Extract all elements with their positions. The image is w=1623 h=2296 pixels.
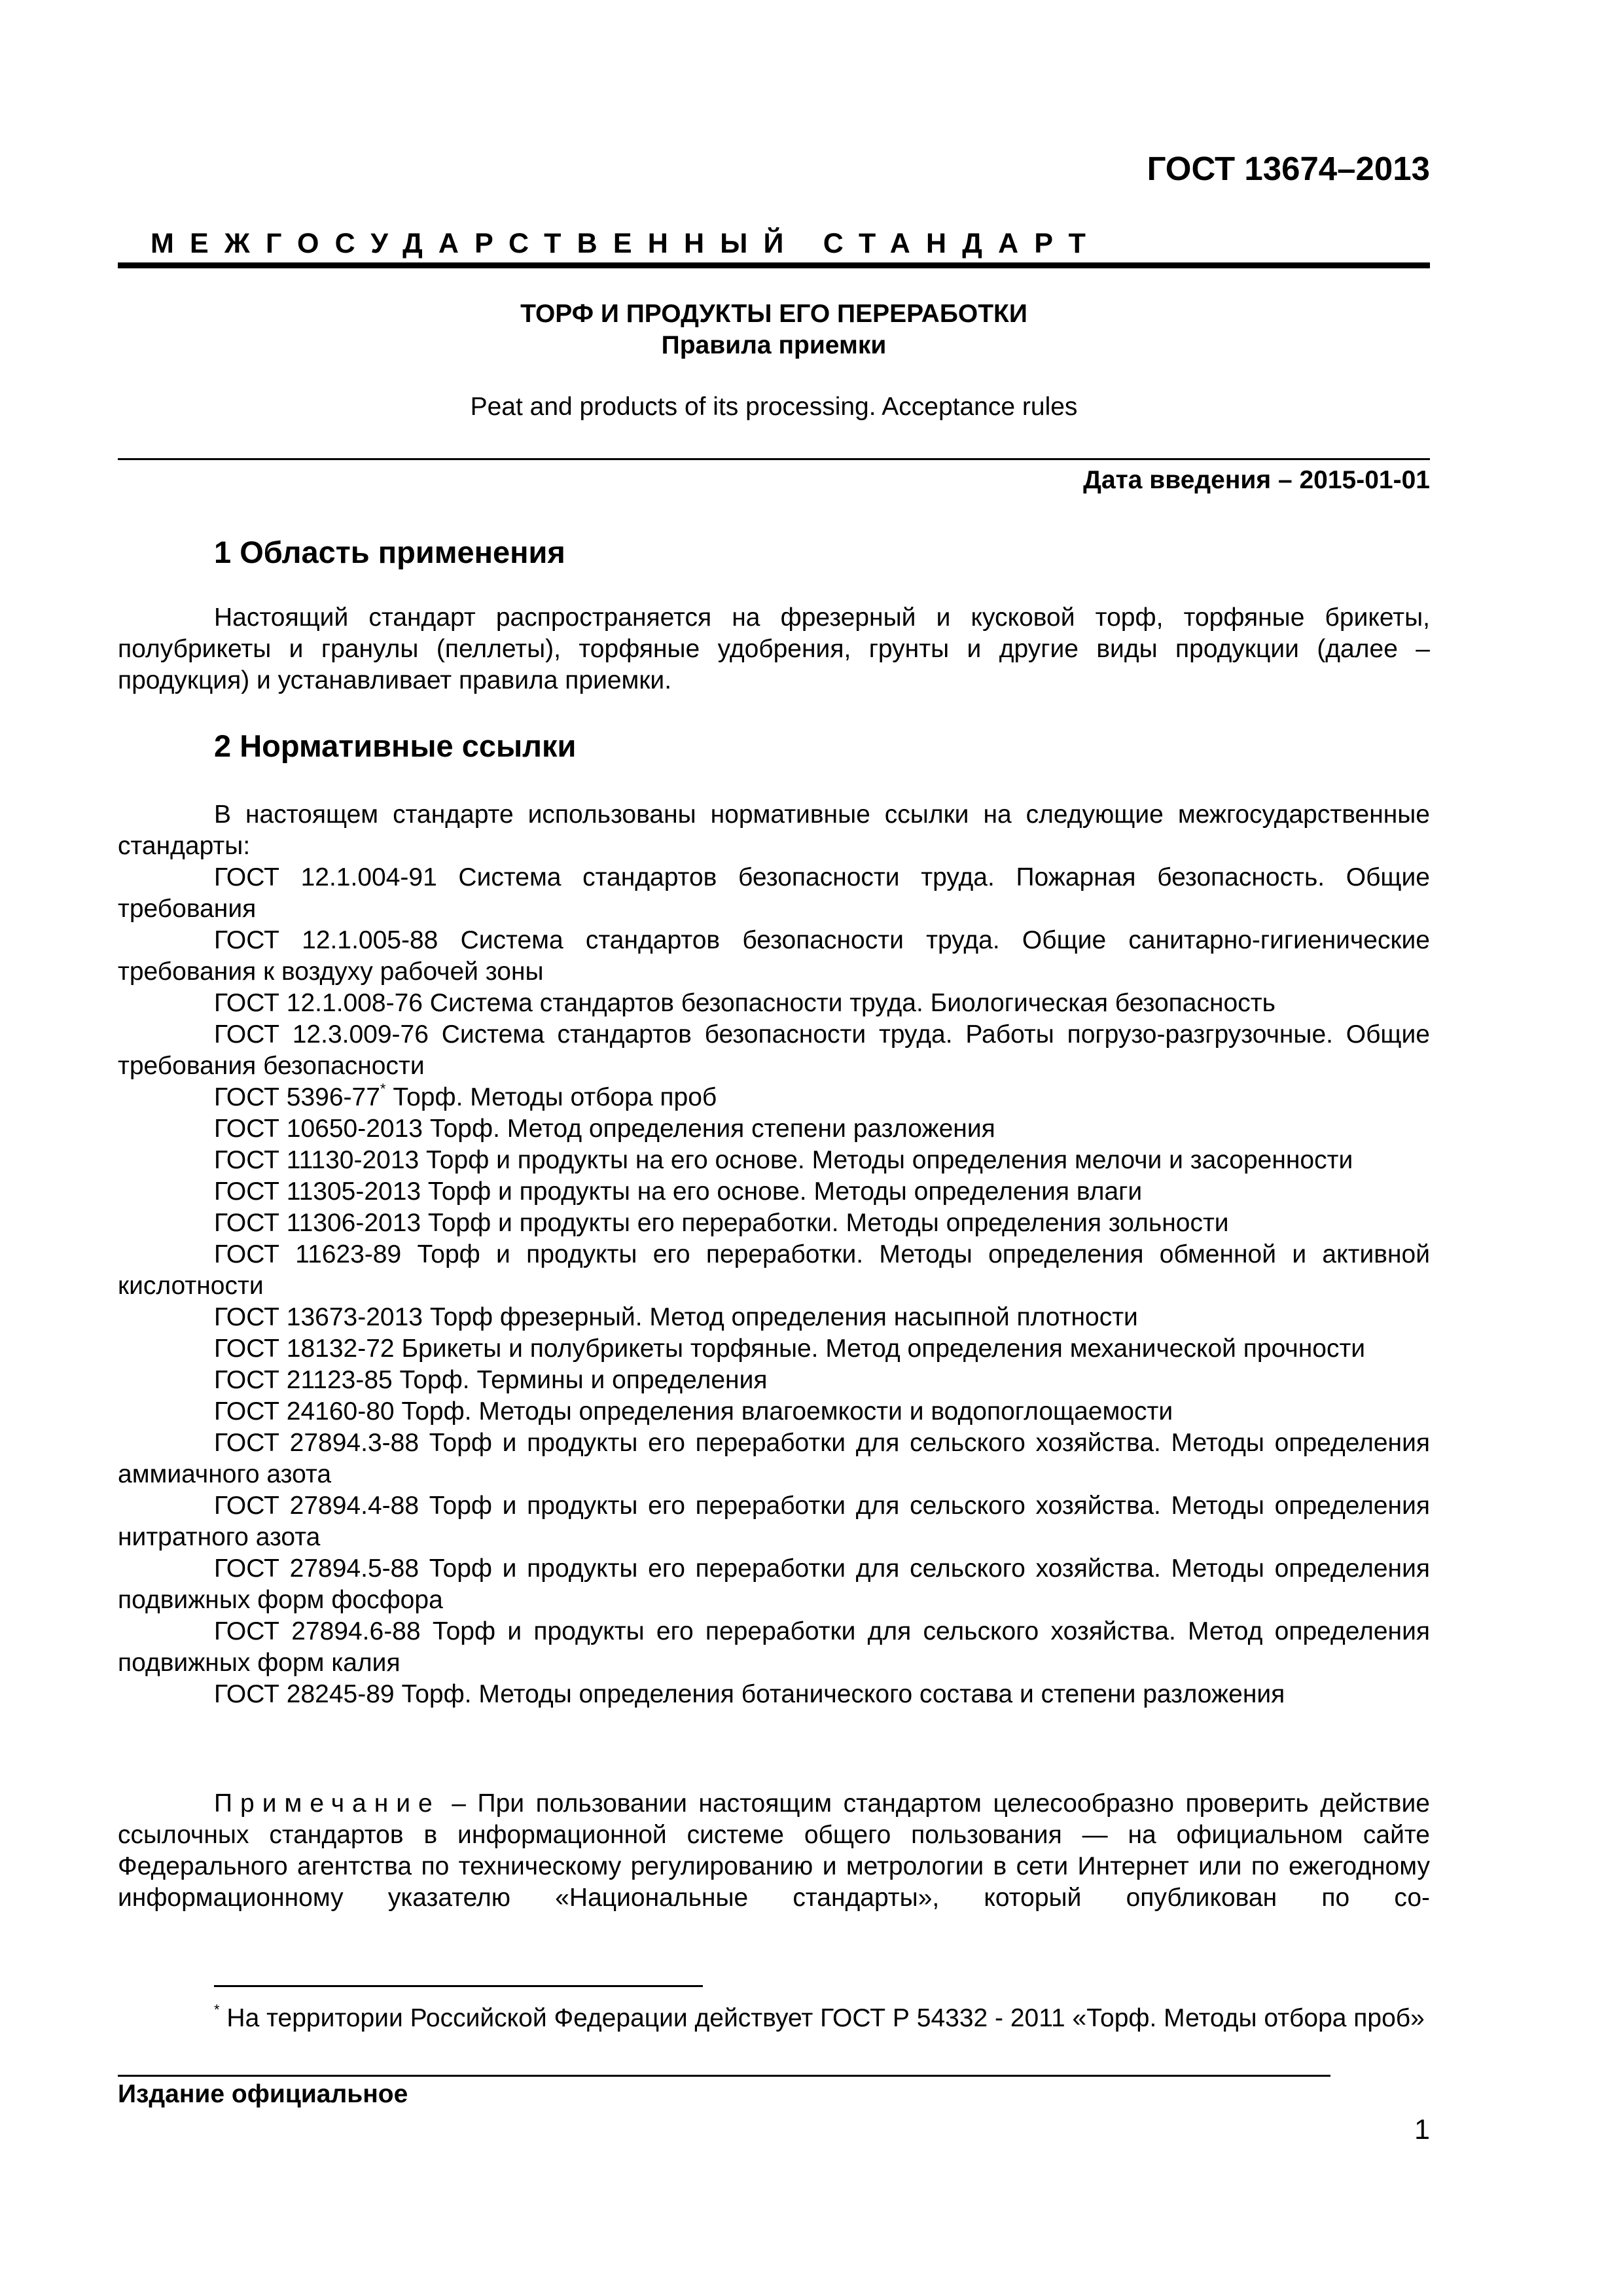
standard-type: МЕЖГОСУДАРСТВЕННЫЙ СТАНДАРТ [151, 228, 1102, 259]
section-2-heading: 2 Нормативные ссылки [214, 728, 577, 763]
page-number: 1 [1414, 2114, 1430, 2145]
footer-rule [118, 2075, 1330, 2077]
reference-item: ГОСТ 12.1.004-91 Система стандартов безопасности труда. Пожарная безопасность. Общие требования [118, 863, 1430, 923]
reference-item: ГОСТ 27894.6-88 Торф и продукты его переработки для сельского хозяйства. Метод определения подвижных форм калия [118, 1617, 1430, 1677]
reference-item: ГОСТ 27894.4-88 Торф и продукты его переработки для сельского хозяйства. Методы определения нитратного азота [118, 1492, 1430, 1551]
english-title: Peat and products of its processing. Acceptance rules [470, 393, 1078, 421]
reference-item: ГОСТ 18132-72 Брикеты и полубрикеты торфяные. Метод определения механической прочности [214, 1335, 1366, 1363]
document-title: ТОРФ И ПРОДУКТЫ ЕГО ПЕРЕРАБОТКИ [520, 300, 1027, 328]
section-2-intro [118, 799, 1430, 862]
footnote-marker: * [380, 1081, 386, 1097]
reference-list [118, 862, 1430, 1710]
reference-item: ГОСТ 11305-2013 Торф и продукты на его основе. Методы определения влаги [214, 1177, 1143, 1206]
note-text: – При пользовании настоящим стандартом целесообразно проверить действие ссылочных стандартов в информационной системе общего пользования — на официальном сайте Федерального агентства по техническому регулированию и метрологии в сети Интернет или по ежегодному информационному указателю «Национальные стандарты», который опубликован по со- [118, 1789, 1430, 1912]
footnote [118, 2003, 1430, 2034]
reference-title: Торф. Методы отбора проб [393, 1083, 717, 1111]
reference-item: ГОСТ 12.1.008-76 Система стандартов безопасности труда. Биологическая безопасность [214, 989, 1275, 1017]
reference-item: ГОСТ 21123-85 Торф. Термины и определения [214, 1366, 768, 1394]
footnote-marker: * [214, 2001, 220, 2018]
reference-item: ГОСТ 13673-2013 Торф фрезерный. Метод определения насыпной плотности [214, 1303, 1138, 1331]
reference-item: ГОСТ 11130-2013 Торф и продукты на его основе. Методы определения мелочи и засоренности [214, 1146, 1353, 1174]
document-number: ГОСТ 13674–2013 [1147, 150, 1430, 187]
reference-item: ГОСТ 27894.3-88 Торф и продукты его переработки для сельского хозяйства. Методы определения аммиачного азота [118, 1429, 1430, 1488]
reference-item: ГОСТ 28245-89 Торф. Методы определения ботанического состава и степени разложения [214, 1680, 1285, 1708]
document-subtitle: Правила приемки [661, 331, 887, 359]
section-2-intro-text: В настоящем стандарте использованы нормативные ссылки на следующие межгосударственные стандарты: [118, 800, 1430, 860]
introduction-date: Дата введения – 2015-01-01 [1083, 466, 1430, 494]
reference-item [118, 1082, 1430, 1113]
title-rule [118, 458, 1430, 460]
edition-label: Издание официальное [118, 2080, 408, 2108]
reference-item: ГОСТ 12.3.009-76 Система стандартов безопасности труда. Работы погрузо-разгрузочные. Общие требования безопасности [118, 1020, 1430, 1080]
header-rule [118, 262, 1430, 268]
reference-item: ГОСТ 27894.5-88 Торф и продукты его переработки для сельского хозяйства. Методы определения подвижных форм фосфора [118, 1554, 1430, 1614]
reference-item: ГОСТ 11306-2013 Торф и продукты его переработки. Методы определения зольности [214, 1209, 1229, 1237]
footnote-separator [214, 1985, 703, 1987]
reference-item: ГОСТ 24160-80 Торф. Методы определения влагоемкости и водопоглощаемости [214, 1397, 1173, 1426]
footnote-text: На территории Российской Федерации действует ГОСТ Р 54332 - 2011 «Торф. Методы отбора проб» [219, 2004, 1425, 2032]
section-1-heading: 1 Область применения [214, 535, 565, 569]
reference-item: ГОСТ 12.1.005-88 Система стандартов безопасности труда. Общие санитарно-гигиенические требования к воздуху рабочей зоны [118, 926, 1430, 986]
reference-item: ГОСТ 10650-2013 Торф. Метод определения степени разложения [214, 1115, 995, 1143]
reference-note [118, 1788, 1430, 1914]
reference-code: ГОСТ 5396-77 [214, 1083, 380, 1111]
section-1-text: Настоящий стандарт распространяется на фрезерный и кусковой торф, торфяные брикеты, полубрикеты и гранулы (пеллеты), торфяные удобрения, грунты и другие виды продукции (далее – продукция) и устанавливает правила приемки. [118, 603, 1430, 694]
reference-item: ГОСТ 11623-89 Торф и продукты его переработки. Методы определения обменной и активной кислотности [118, 1240, 1430, 1300]
note-label: Примечание [214, 1789, 440, 1818]
